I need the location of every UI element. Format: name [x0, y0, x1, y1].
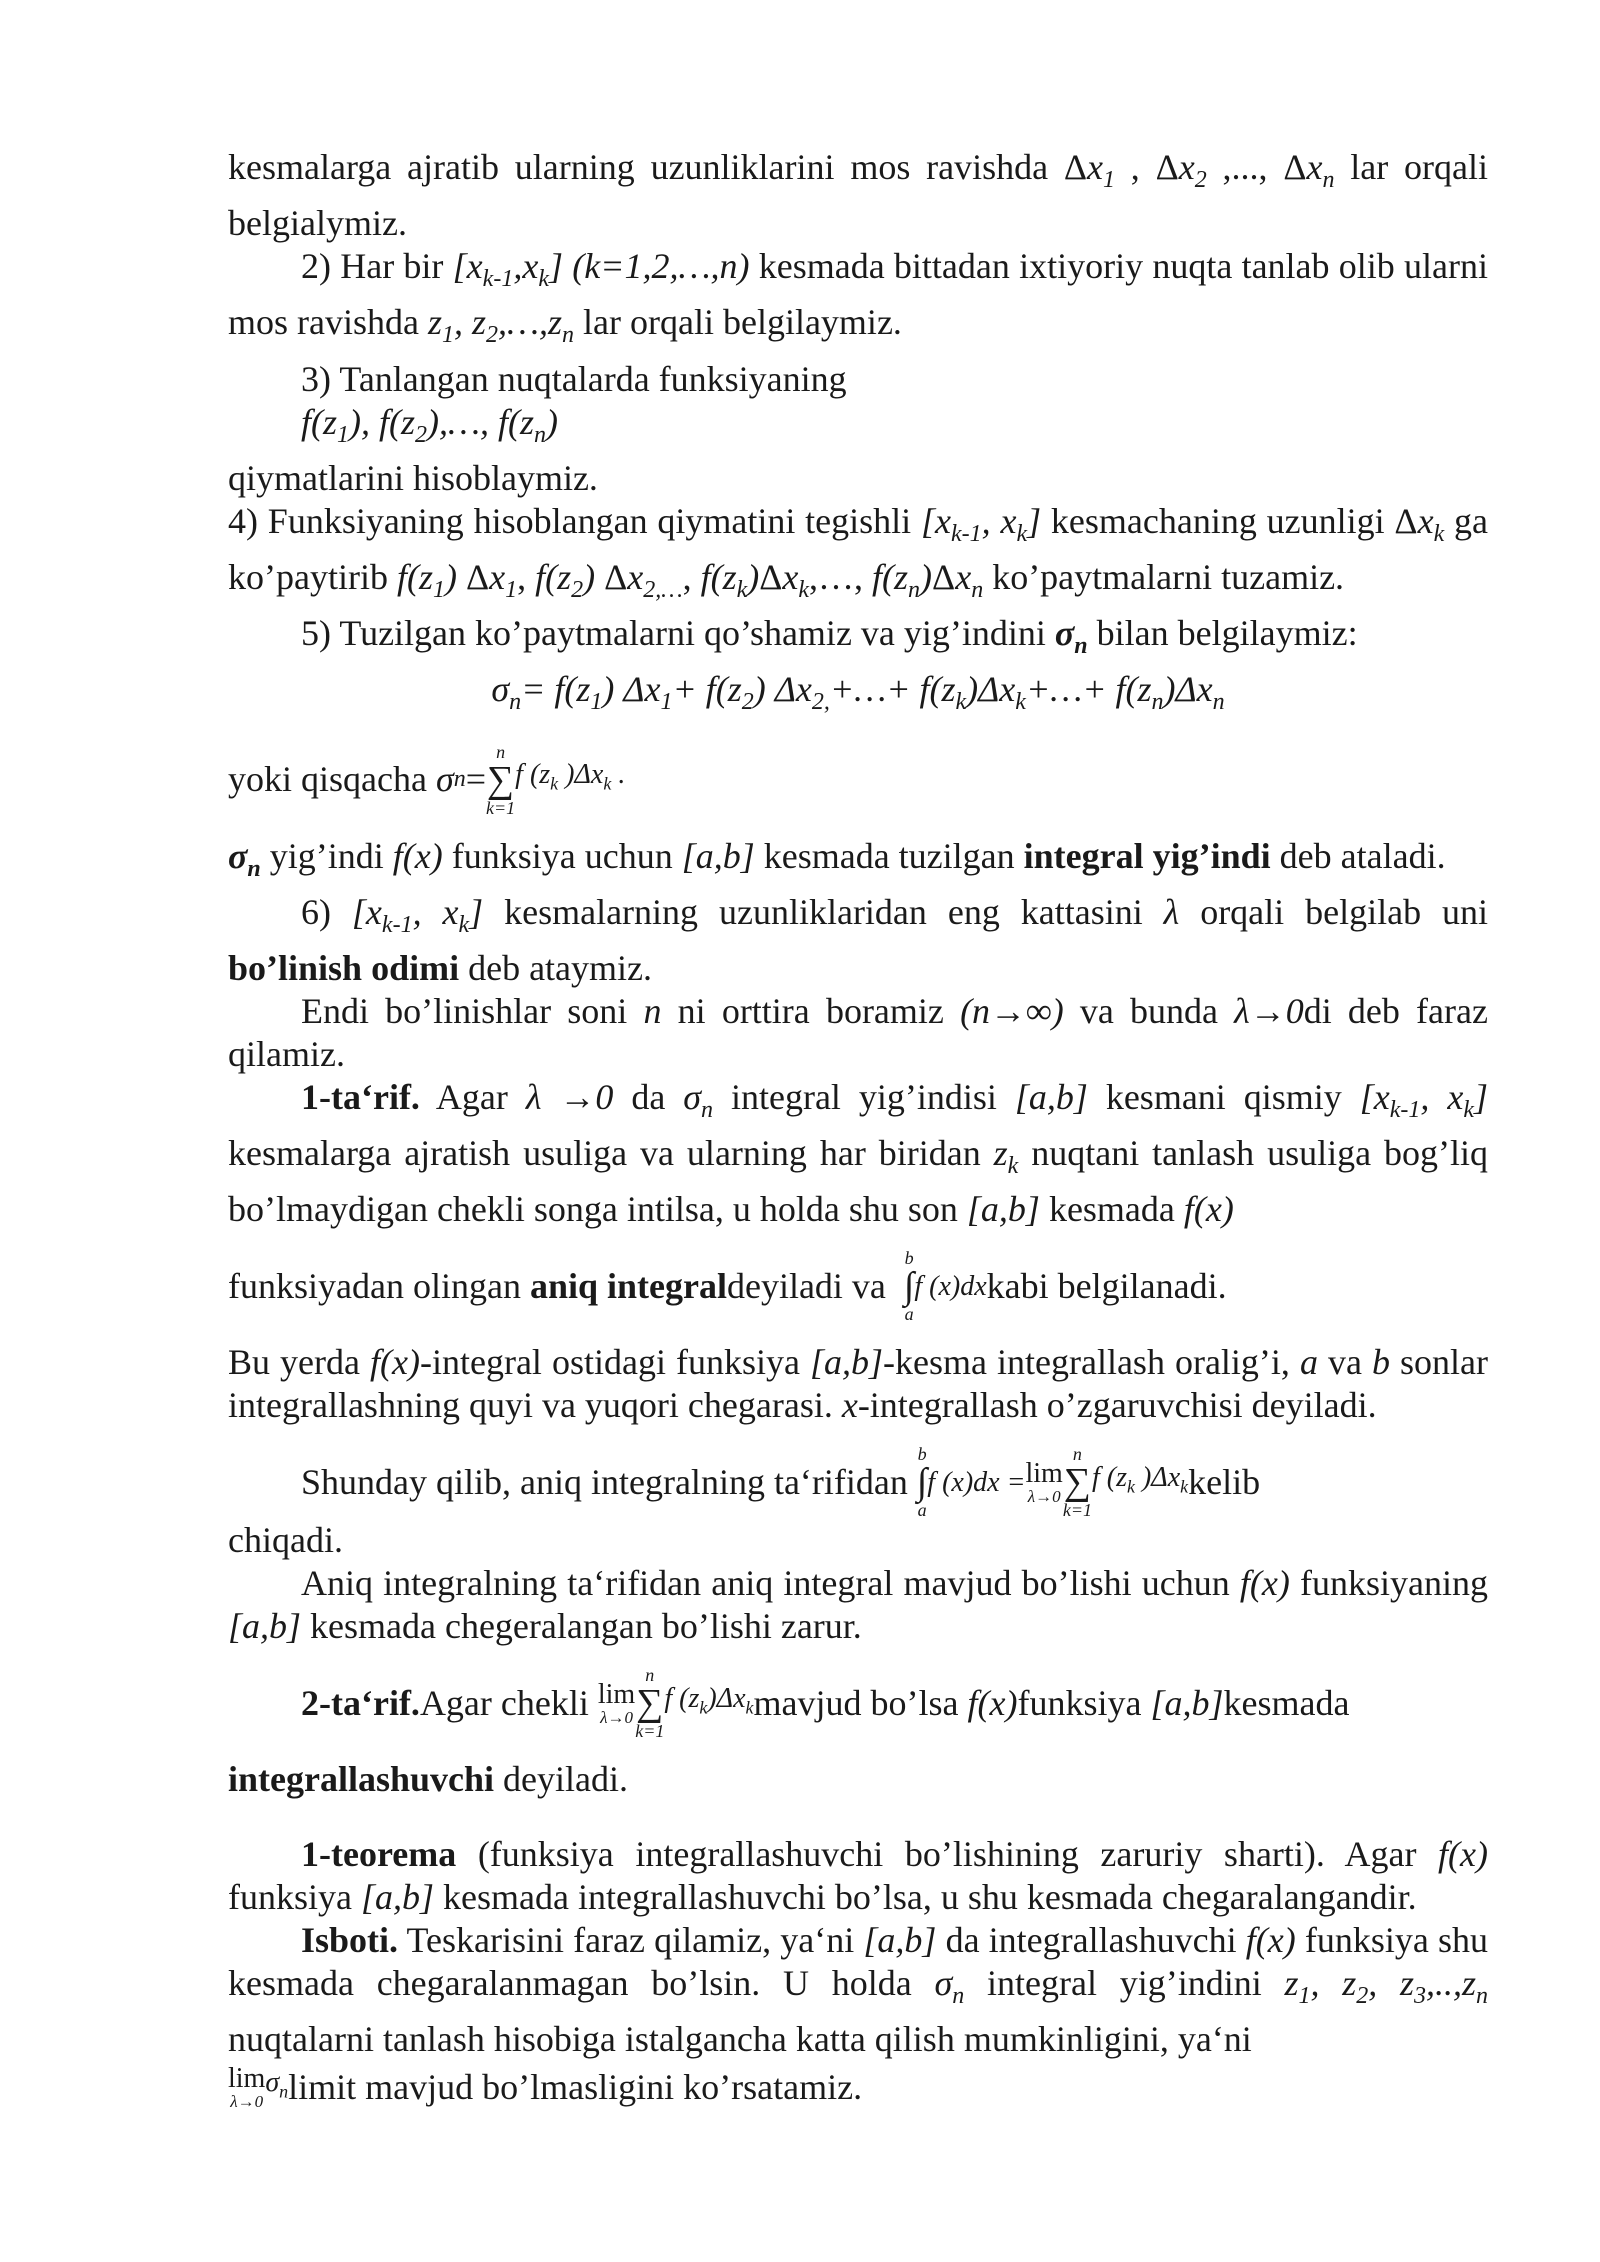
math-sub: k-1 — [1389, 1097, 1421, 1124]
theorem-1 — [228, 1833, 1488, 1919]
math: , x — [1420, 1076, 1464, 1117]
math: [a,b] — [1014, 1076, 1088, 1117]
formula-values — [228, 401, 1488, 457]
sum-upper-limit: n — [645, 1665, 655, 1686]
math: ),…, f(z — [427, 401, 534, 442]
math: z — [1284, 1963, 1299, 2004]
math-sub: k — [1015, 689, 1026, 716]
math: )Δx — [1134, 1461, 1181, 1493]
math-sub: k — [1007, 1153, 1019, 1180]
text: funksiyadan olingan — [228, 1265, 521, 1306]
text: kesmalarga ajratish usuliga va ularning har biridan — [228, 1133, 994, 1174]
math: [a,b] — [863, 1920, 937, 1961]
math: f(x) — [370, 1342, 420, 1383]
text: kesmachaning uzunligi Δ — [1041, 500, 1418, 541]
integral-upper-limit: b — [904, 1248, 914, 1269]
math: ,x — [513, 246, 539, 287]
text: kesmada — [1039, 1189, 1184, 1230]
text: bilan belgilaymiz: — [1087, 613, 1358, 654]
sigma-symbol: σ — [435, 759, 454, 799]
math-sub: 2 — [486, 322, 498, 349]
math: , z — [1310, 1963, 1357, 2004]
integral-upper-limit: b — [917, 1444, 927, 1465]
math: x — [627, 556, 644, 597]
math-sub: 1 — [505, 577, 518, 604]
sigma-symbol: σ — [228, 835, 248, 876]
integrand: f (x)dx — [914, 1270, 987, 1302]
formula-term — [265, 2061, 288, 2114]
text: di deb faraz qilamiz. — [228, 990, 1488, 1074]
text: funksiya shu kesmada chegaralanmagan bo’lsin. U holda — [228, 1920, 1488, 2004]
math: f(z — [872, 556, 909, 597]
text: mavjud bo’lsa — [753, 1682, 959, 1723]
text: integral yig’indini — [964, 1963, 1285, 2004]
text: kesmani qismiy — [1087, 1076, 1360, 1117]
math: [a,b] — [228, 1606, 302, 1647]
text: Agar — [419, 1076, 526, 1117]
term-bold: aniq integral — [529, 1265, 727, 1306]
math-sub: n — [534, 421, 546, 448]
definition-2 — [228, 1666, 1488, 1740]
formula-term — [1092, 1456, 1188, 1509]
paragraph-7 — [228, 835, 1488, 891]
math: x — [999, 669, 1016, 710]
math: ] — [1473, 1076, 1488, 1117]
formula-term — [664, 1677, 753, 1730]
text: kabi belgilanadi. — [986, 1265, 1227, 1306]
text: 6) — [301, 891, 352, 932]
sum-operator — [1063, 1445, 1092, 1519]
math-sub: n — [971, 577, 984, 604]
text: lar orqali belgilaymiz. — [574, 302, 902, 343]
math-sub: 1 — [441, 322, 454, 349]
math: . — [611, 759, 626, 791]
math-sub: k — [1126, 1476, 1135, 1497]
math: = f(z — [521, 669, 591, 710]
text: yig’indi — [260, 835, 393, 876]
math: ) — [546, 401, 558, 442]
math-sub: n — [1322, 167, 1335, 194]
math: z — [427, 302, 442, 343]
math-sub: 2,… — [643, 577, 683, 604]
math: σ — [683, 1076, 702, 1117]
math: f (z — [515, 759, 551, 791]
math: , x — [412, 891, 459, 932]
math: z — [1399, 1963, 1414, 2004]
math-sub: 1 — [660, 689, 673, 716]
text: qiymatlarini hisoblaymiz. — [228, 457, 598, 498]
math-sub: k — [955, 689, 967, 716]
text: Shunday qilib, aniq integralning ta‘rifidan — [301, 1461, 908, 1502]
text: da integrallashuvchi — [936, 1920, 1246, 1961]
math: [x — [452, 246, 483, 287]
lim-subscript: λ→0 — [230, 2092, 264, 2112]
text: orqali belgilab uni — [1179, 891, 1488, 932]
text: kesmalarga ajratib ularning uzunliklarini mos ravishda Δ — [228, 147, 1088, 187]
lim-label: lim — [228, 2063, 266, 2095]
math: x — [1178, 147, 1195, 187]
text: -kesma integrallash oralig’i, — [883, 1342, 1300, 1383]
text: -integral ostidagi funksiya — [419, 1342, 810, 1383]
proof — [228, 1919, 1488, 2061]
math: x — [795, 669, 812, 710]
text: chiqadi. — [228, 1520, 343, 1561]
integral-symbol: ∫ — [903, 1265, 915, 1308]
text: Δ — [759, 556, 783, 597]
integrand: f (x)dx = — [927, 1466, 1026, 1498]
math: f(x) — [1438, 1834, 1488, 1875]
math: +…+ f(z — [829, 669, 956, 710]
text: 3) Tanlangan nuqtalarda funksiyaning — [301, 358, 847, 399]
text: 2) Har bir — [301, 246, 453, 287]
math-sub: k — [458, 911, 470, 938]
math-sub: 1 — [1298, 1983, 1311, 2010]
math: f(x) — [1239, 1563, 1290, 1604]
math-sub: k — [736, 577, 748, 604]
math-sub: n — [562, 322, 575, 349]
text: Δ — [595, 556, 628, 597]
math: f(x) — [967, 1682, 1018, 1723]
text: deyiladi va — [726, 1265, 886, 1306]
text: ,…, — [809, 556, 873, 597]
paragraph-3 — [228, 358, 1488, 401]
math-sub: n — [908, 577, 921, 604]
math-sub: k-1 — [482, 266, 514, 293]
math: x — [1087, 147, 1104, 187]
lim-label: lim — [597, 1678, 636, 1710]
lim-label: lim — [1025, 1457, 1063, 1489]
math-sub: n — [1074, 633, 1088, 660]
math-sub: n — [247, 855, 261, 882]
text: nuqtani tanlash usuliga bog’liq bo’lmaydigan chekli songa intilsa, u holda shu son — [228, 1133, 1489, 1230]
text: kelib — [1188, 1461, 1261, 1502]
sum-lower-limit: k=1 — [486, 797, 516, 818]
theorem-title: 1-teorema — [301, 1834, 457, 1875]
text: va bunda — [1063, 990, 1235, 1031]
math-sub: k — [603, 773, 612, 794]
paragraph-11 — [228, 1249, 1488, 1323]
math-sub: 3 — [1414, 1983, 1426, 2010]
math: ) Δ — [753, 669, 796, 710]
math: ] — [469, 891, 484, 932]
sum-operator — [486, 743, 515, 817]
math: x — [489, 556, 506, 597]
math-sub: k — [538, 266, 549, 293]
paragraph-13 — [228, 1445, 1488, 1519]
math: f(z — [700, 556, 737, 597]
math: f(x) — [1245, 1920, 1296, 1961]
text: , Δ — [1115, 147, 1179, 187]
math: b — [1371, 1342, 1390, 1383]
text: kesmalarning uzunliklaridan eng kattasini — [483, 891, 1164, 932]
text: Aniq integralning ta‘rifidan aniq integral mavjud bo’lishi uchun — [301, 1563, 1240, 1604]
text: Δ — [932, 556, 956, 597]
definition-1 — [228, 1076, 1488, 1231]
text: Bu yerda — [228, 1342, 371, 1383]
math: f(z — [396, 556, 433, 597]
math: x — [1306, 147, 1323, 187]
math-sub: 1 — [590, 689, 603, 716]
math: , z — [453, 302, 486, 343]
math-sub: k-1 — [381, 911, 413, 938]
sum-lower-limit: k=1 — [1062, 1500, 1092, 1521]
math: )Δ — [966, 669, 1000, 710]
text: = — [465, 759, 487, 799]
paragraph-13-end — [228, 1519, 1488, 1562]
math: ,…,z — [498, 302, 563, 343]
integral-operator — [917, 1445, 927, 1519]
text: Teskarisini faraz qilamiz, ya‘ni — [398, 1920, 864, 1961]
math-sub: 2 — [571, 577, 584, 604]
text: kesmada chegeralangan bo’lishi zarur. — [301, 1606, 862, 1647]
text: yoki qisqacha — [228, 759, 427, 799]
paragraph-1 — [228, 146, 1488, 245]
math: n — [643, 990, 662, 1031]
math: x — [1196, 669, 1213, 710]
text: funksiya — [1017, 1682, 1142, 1723]
paragraph-9 — [228, 990, 1488, 1076]
text: -integrallash o’zgaruvchisi deyiladi. — [857, 1385, 1377, 1426]
paragraph-5 — [228, 612, 1488, 668]
math: + f(z — [672, 669, 742, 710]
paragraph-14 — [228, 1562, 1488, 1648]
math: λ — [1163, 891, 1180, 932]
text: Δ — [456, 556, 490, 597]
text: deyiladi. — [494, 1759, 628, 1800]
math-sub: k — [550, 773, 559, 794]
sum-operator — [635, 1666, 664, 1740]
term-bold: integral yig’indi — [1023, 835, 1271, 876]
sum-symbol: ∑ — [636, 1682, 664, 1725]
text: funksiya — [228, 1877, 361, 1918]
integral-lower-limit: a — [917, 1500, 927, 1521]
math-sub: n — [701, 1097, 714, 1124]
math: σ — [491, 669, 510, 710]
math: ) Δ — [602, 669, 645, 710]
math-sub: n — [1476, 1983, 1489, 2010]
math-sub: n — [453, 766, 466, 792]
math: λ →0 — [525, 1076, 614, 1117]
math: a — [1299, 1342, 1318, 1383]
text: Agar chekli — [419, 1682, 589, 1723]
text: va — [1317, 1342, 1372, 1383]
math: ) — [583, 556, 596, 597]
text: lar orqali belgialymiz. — [228, 147, 1489, 244]
math-sub: 2, — [811, 689, 830, 716]
text: kesmada tuzilgan — [754, 835, 1024, 876]
math-sub: n — [1212, 689, 1225, 716]
math: [x — [351, 891, 382, 932]
text: Endi bo’linishlar soni — [301, 990, 644, 1031]
text: , — [517, 556, 536, 597]
math-sub: 1 — [337, 421, 349, 448]
paragraph-3-end — [228, 457, 1488, 500]
lim-subscript: λ→0 — [600, 1707, 633, 1727]
math-sub: 1 — [1103, 167, 1116, 194]
sum-upper-limit: n — [1072, 1444, 1082, 1465]
proof-end — [228, 2061, 1488, 2114]
text: ko’paytmalarni tuzamiz. — [983, 556, 1345, 597]
text: deb ataymiz. — [459, 947, 653, 988]
text: kesmada bittadan ixtiyoriy nuqta tanlab olib ularni mos ravishda — [228, 246, 1488, 343]
formula-term — [515, 753, 625, 806]
math: +…+ f(z — [1025, 669, 1152, 710]
math-sub: k — [798, 577, 810, 604]
math-sub: k — [1433, 520, 1445, 547]
math-sub: n — [279, 2082, 289, 2103]
math: [x — [1359, 1076, 1390, 1117]
math: σ — [934, 1963, 953, 2004]
math: (n→∞) — [960, 990, 1064, 1031]
limit-operator — [1025, 1457, 1063, 1506]
definition-2-end — [228, 1758, 1488, 1801]
math-sub: 2 — [415, 421, 427, 448]
text: kesmada — [1223, 1682, 1350, 1723]
math: ) — [747, 556, 760, 597]
math-sub: 2 — [1194, 167, 1207, 194]
math: x — [644, 669, 661, 710]
math-sub: k-1 — [950, 520, 982, 547]
text: integral yig’indisi — [713, 1076, 1015, 1117]
lim-subscript: λ→0 — [1027, 1486, 1061, 1506]
math: f(x) — [392, 835, 443, 876]
paragraph-8 — [228, 891, 1488, 990]
math: f(z — [301, 401, 337, 442]
math: ) — [444, 556, 457, 597]
math-sub: k — [1463, 1097, 1474, 1124]
text: funksiyaning — [1289, 1563, 1488, 1604]
math: )Δ — [1163, 669, 1197, 710]
integral-lower-limit: a — [904, 1304, 914, 1325]
math: ] (k=1,2,…,n) — [548, 246, 750, 287]
text: sonlar integrallashning quyi va yuqori chegarasi. — [228, 1342, 1488, 1426]
math-sub: k — [699, 1697, 708, 1718]
math: x — [782, 556, 799, 597]
math: ,..,z — [1426, 1963, 1477, 2004]
sum-symbol: ∑ — [1063, 1461, 1091, 1504]
math-sub: k — [745, 1697, 754, 1718]
paragraph-12 — [228, 1341, 1488, 1427]
limit-operator — [597, 1678, 636, 1727]
math: [a,b] — [809, 1342, 884, 1383]
text: deb ataladi. — [1270, 835, 1446, 876]
sigma-symbol: σ — [1054, 613, 1075, 654]
math: z — [993, 1133, 1008, 1174]
text: ga ko’paytirib — [228, 500, 1489, 597]
paragraph-6 — [228, 743, 1488, 817]
sum-upper-limit: n — [496, 741, 506, 762]
text: ni orttira boramiz — [661, 990, 961, 1031]
math: [a,b] — [966, 1189, 1040, 1230]
sum-symbol: ∑ — [487, 758, 515, 801]
text: limit mavjud bo’lmasligini ko’rsatamiz. — [288, 2067, 863, 2108]
math: [a,b] — [681, 835, 755, 876]
integral-operator — [904, 1249, 914, 1323]
math: x — [955, 556, 972, 597]
definition-title: 2-ta‘rif. — [301, 1682, 420, 1723]
text: ,..., Δ — [1206, 147, 1307, 187]
math-sub: n — [1151, 689, 1164, 716]
text: nuqtalarni tanlash hisobiga istalgancha katta qilish mumkinligini, ya‘ni — [228, 2019, 1252, 2060]
math: f (z — [664, 1682, 700, 1714]
math: [x — [920, 500, 951, 541]
integral-symbol: ∫ — [916, 1461, 928, 1504]
math: f(z — [535, 556, 572, 597]
math: ), f(z — [349, 401, 415, 442]
math-sub: 2 — [1356, 1983, 1369, 2010]
math-sub: k — [1016, 520, 1028, 547]
math: λ→0 — [1234, 990, 1304, 1031]
term-bold: bo’linish odimi — [228, 947, 460, 988]
text: 5) Tuzilgan ko’paytmalarni qo’shamiz va yig’indini — [301, 613, 1055, 654]
math: , — [1368, 1963, 1378, 2004]
text: (funksiya integrallashuvchi bo’lishining zaruriy sharti). Agar — [456, 1834, 1439, 1875]
math-sub: 2 — [741, 689, 754, 716]
math: f (z — [1091, 1461, 1127, 1493]
math-sub: n — [509, 689, 522, 716]
proof-title: Isboti. — [301, 1920, 399, 1961]
math: ] — [1027, 500, 1042, 541]
math-sub: 1 — [432, 577, 445, 604]
definition-title: 1-ta‘rif. — [301, 1076, 420, 1117]
math: )Δx — [558, 759, 604, 791]
math: f(x) — [1183, 1189, 1234, 1230]
math: σ — [265, 2067, 280, 2099]
math: ) — [920, 556, 933, 597]
text: da — [613, 1076, 684, 1117]
text: kesmada integrallashuvchi bo’lsa, u shu kesmada chegaralangandir. — [434, 1877, 1417, 1918]
math: [a,b] — [360, 1877, 435, 1918]
text: 4) Funksiyaning hisoblangan qiymatini tegishli — [228, 500, 921, 541]
sum-lower-limit: k=1 — [635, 1721, 665, 1742]
paragraph-4 — [228, 500, 1488, 612]
math: [a,b] — [1150, 1682, 1224, 1723]
math: )Δx — [707, 1682, 746, 1714]
text: funksiya uchun — [442, 835, 682, 876]
math: x — [1417, 500, 1434, 541]
equation-sum — [228, 668, 1488, 724]
limit-operator — [228, 2065, 265, 2110]
math: x — [841, 1385, 858, 1426]
math: , x — [981, 500, 1017, 541]
term-bold: integrallashuvchi — [228, 1759, 495, 1800]
paragraph-2 — [228, 245, 1488, 357]
math-sub: n — [952, 1983, 965, 2010]
text: , — [682, 556, 701, 597]
math-sub: k — [1180, 1476, 1189, 1497]
